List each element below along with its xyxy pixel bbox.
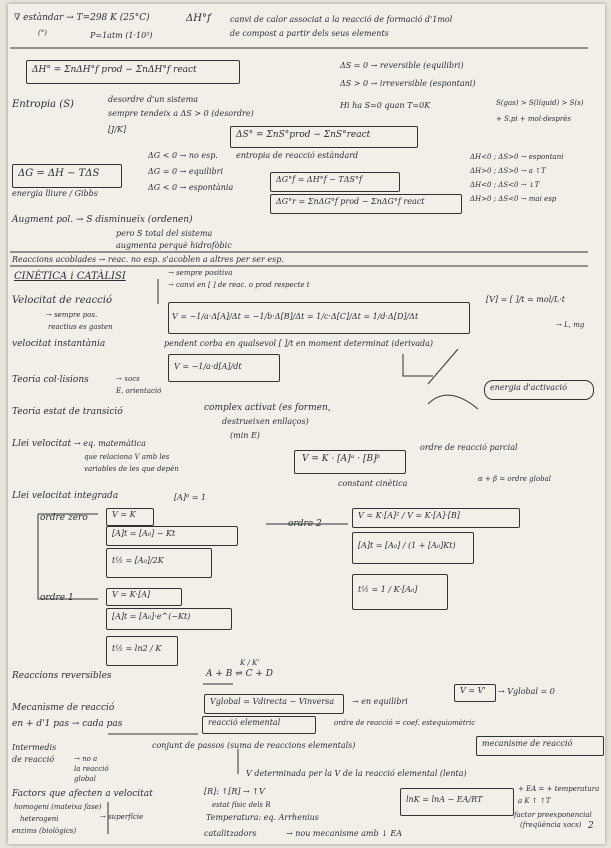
dgf-formula: ΔG°f = ΔH°f − TΔS°f — [276, 175, 362, 184]
second-order-label: ordre 2 — [288, 519, 322, 529]
factors-label: Factors que afecten a velocitat — [12, 789, 153, 799]
rate-law-label: Llei velocitat — [12, 439, 72, 449]
entropy-desc-2: sempre tendeix a ΔS > 0 (desordre) — [108, 109, 254, 118]
mechanism-label-2: en + d'1 pas → cada pas — [12, 719, 123, 729]
dg-neg: ΔG < 0 → no esp. — [148, 151, 218, 160]
transition-desc-2: destrueixen enllaços) — [222, 417, 309, 426]
equilibrium: → en equilibri — [352, 697, 408, 706]
factor-1: [R]: ↑[R] → ↑V — [204, 787, 265, 796]
augment-pol-3: augmenta perquè hidrofòbic — [116, 241, 232, 250]
dhf-desc-2: de compost a partir dels seus elements — [230, 29, 389, 38]
zero-order-label: ordre zero — [40, 513, 88, 523]
sign-case-1: ΔH<0 ; ΔS>0 → espontani — [470, 153, 564, 161]
first-order-int: [A]t = [A₀]·e^(−Kt) — [112, 612, 191, 621]
intermediate-5: global — [74, 775, 96, 783]
velocity-sub-1: → sempre positiva — [168, 269, 233, 277]
dhf-desc-1: canvi de calor associat a la reacció de formació d'1mol — [230, 15, 453, 24]
intermediate-2: de reacció — [12, 755, 55, 764]
velocity-units-2: → L, mg — [556, 321, 585, 329]
factor-2: estat físic dels R — [212, 801, 271, 809]
collision-sub-2: E, orientació — [116, 387, 162, 395]
factor-3: Temperatura: eq. Arrhenius — [206, 813, 319, 822]
std-state-label: ∇ estàndar → T=298 K (25°C) — [14, 13, 150, 23]
catalyst-3: enzims (biològics) — [12, 827, 77, 835]
rate-law-desc-2: que relaciona V amb les — [84, 453, 170, 461]
catalyst-1: homogeni (mateixa fase) — [14, 803, 102, 811]
order-global: α + β = ordre global — [478, 475, 551, 483]
zero-order-note: [A]⁰ = 1 — [174, 493, 207, 502]
sign-case-3: ΔH<0 ; ΔS<0 → ↓T — [470, 181, 540, 189]
velocity-sub-4: reactius es gasten — [48, 323, 113, 331]
dhf-label: ΔH°f — [186, 13, 211, 24]
collision-sub-1: → xocs — [116, 375, 140, 383]
arrhenius-note-2: a K ↑ ↑T — [518, 797, 551, 805]
zero-order-v: V = K — [112, 510, 136, 519]
second-order-half: t½ = 1 / K·[A₀] — [358, 585, 418, 594]
veq: V = V' — [460, 686, 486, 695]
integrated-label: Llei velocitat integrada — [12, 491, 119, 501]
s-order-2: + S.pi + mol·desprès — [496, 115, 571, 123]
determined-by-slow: V determinada per la V de la reacció elemental (lenta) — [246, 769, 467, 778]
vglobal: Vglobal = Vdirecta − Vinversa — [210, 697, 335, 706]
std-state-sub: (°) — [38, 29, 47, 37]
catalyst-4: → superfície — [100, 813, 144, 821]
first-order-v: V = K·[A] — [112, 590, 151, 599]
std-pressure: P=1atm (1·10⁵) — [90, 31, 153, 40]
molecularity: ordre de reacció = coef. estequiomètric — [334, 719, 476, 727]
dh-formula: ΔH° = ΣnΔH°f prod − ΣnΔH°f react — [32, 65, 197, 75]
mechanism-label-1: Mecanisme de reacció — [12, 703, 115, 713]
dg-pos: ΔG < 0 → espontània — [148, 183, 234, 192]
first-order-half: t½ = ln2 / K — [112, 644, 162, 653]
ds-sub: entropia de reacció estàndard — [236, 151, 359, 160]
velocity-label: Velocitat de reacció — [12, 295, 112, 306]
dgr-formula: ΔG°r = ΣnΔG°f prod − ΣnΔG°f react — [276, 197, 425, 206]
sign-case-4: ΔH>0 ; ΔS<0 → mai esp — [470, 195, 557, 203]
reversible-equation: A + B ⇌ C + D — [206, 669, 274, 679]
velocity-sub-3: → sempre pos. — [46, 311, 98, 319]
arrhenius-equation: lnK = lnA − EA/RT — [406, 795, 483, 804]
augment-pol: Augment pol. → S disminueix (ordenen) — [12, 215, 193, 225]
entropy-desc-1: desordre d'un sistema — [108, 95, 199, 104]
notebook-page — [8, 4, 605, 844]
activation-energy-label: energia d'activació — [490, 383, 567, 392]
instant-label: velocitat instantània — [12, 339, 106, 349]
rate-law-desc-3: variables de les que depèn — [84, 465, 179, 473]
intermediate-1: Intermedis — [12, 743, 57, 752]
transition-desc-1: complex activat (es formen, — [204, 403, 331, 413]
combined-steps: conjunt de passos (suma de reaccions elementals) — [152, 741, 356, 750]
collision-label: Teoria col·lisions — [12, 375, 89, 385]
dg-zero: ΔG = 0 → equilibri — [148, 167, 224, 176]
transition-label: Teoria estat de transició — [12, 407, 123, 417]
velocity-units: [V] = [ ]/t = mol/L·t — [486, 295, 566, 304]
veq-result: → Vglobal = 0 — [498, 687, 555, 696]
zero-order-half: t½ = [A₀]/2K — [112, 556, 164, 565]
intermediate-4: la reacció — [74, 765, 109, 773]
arrhenius-note-4: (freqüència xocs) — [520, 821, 582, 829]
reversible-label: Reaccions reversibles — [12, 671, 112, 681]
entropy-units: [J/K] — [108, 125, 127, 134]
rate-constant: constant cinètica — [338, 479, 408, 488]
second-order-v: V = K·[A]² / V = K·[A]·[B] — [358, 511, 460, 520]
factor-4b: → nou mecanisme amb ↓ EA — [286, 829, 403, 838]
zero-entropy-note: Hi ha S=0 quan T=0K — [340, 101, 431, 110]
ds-pos: ΔS > 0 → irreversible (espontani) — [340, 79, 476, 88]
ds-zero: ΔS = 0 → reversible (equilibri) — [340, 61, 464, 70]
factor-4: catalitzadors — [204, 829, 257, 838]
instant-formula: V = −1/a·d[A]/dt — [174, 362, 242, 371]
instant-desc: pendent corba en qualsevol [ ]/t en moment determinat (derivada) — [164, 339, 434, 348]
s-order-1: S(gas) > S(líquid) > S(s) — [496, 99, 584, 107]
page-number: 2 — [588, 821, 594, 831]
rate-law-desc-1: → eq. matemàtica — [74, 439, 146, 448]
elemental: reacció elemental — [208, 718, 281, 727]
arrhenius-note-1: + EA = + temperatura — [518, 785, 600, 793]
augment-pol-2: pero S total del sistema — [116, 229, 213, 238]
velocity-sub-2: → canvi en [ ] de reac. o prod respecte t — [168, 281, 310, 289]
zero-order-int: [A]t = [A₀] − Kt — [112, 529, 176, 538]
sign-case-2: ΔH>0 ; ΔS>0 → a ↑T — [470, 167, 546, 175]
order-partial: ordre de reacció parcial — [420, 443, 518, 452]
kinetics-heading: CINÈTICA i CATÀLISI — [14, 271, 126, 282]
dg-formula: ΔG = ΔH − TΔS — [18, 168, 100, 179]
dg-sub: energia lliure / Gibbs — [12, 189, 98, 198]
reversible-k: K / K' — [240, 659, 260, 667]
second-order-int: [A]t = [A₀] / (1 + [A₀]Kt) — [358, 541, 456, 550]
first-order-label: ordre 1 — [40, 593, 74, 603]
rate-law-formula: V = K · [A]ᵅ · [B]ᵝ — [302, 454, 380, 464]
velocity-formula: V = −1/a·Δ[A]/Δt = −1/b·Δ[B]/Δt = 1/c·Δ[C]/Δt = 1/d·Δ[D]/Δt — [172, 312, 419, 321]
intermediate-3: → no a — [74, 755, 98, 763]
catalyst-2: heterogeni — [20, 815, 59, 823]
entropy-label: Entropia (S) — [12, 99, 74, 110]
transition-desc-3: (min E) — [230, 431, 260, 440]
ds-formula: ΔS° = ΣnS°prod − ΣnS°react — [236, 130, 371, 140]
coupled-reactions: Reaccions acoblades → reac. no esp. s'acoblen a altres per ser esp. — [12, 255, 284, 264]
mechanism-result: mecanisme de reacció — [482, 739, 573, 748]
arrhenius-note-3: factor preexponencial — [514, 811, 592, 819]
